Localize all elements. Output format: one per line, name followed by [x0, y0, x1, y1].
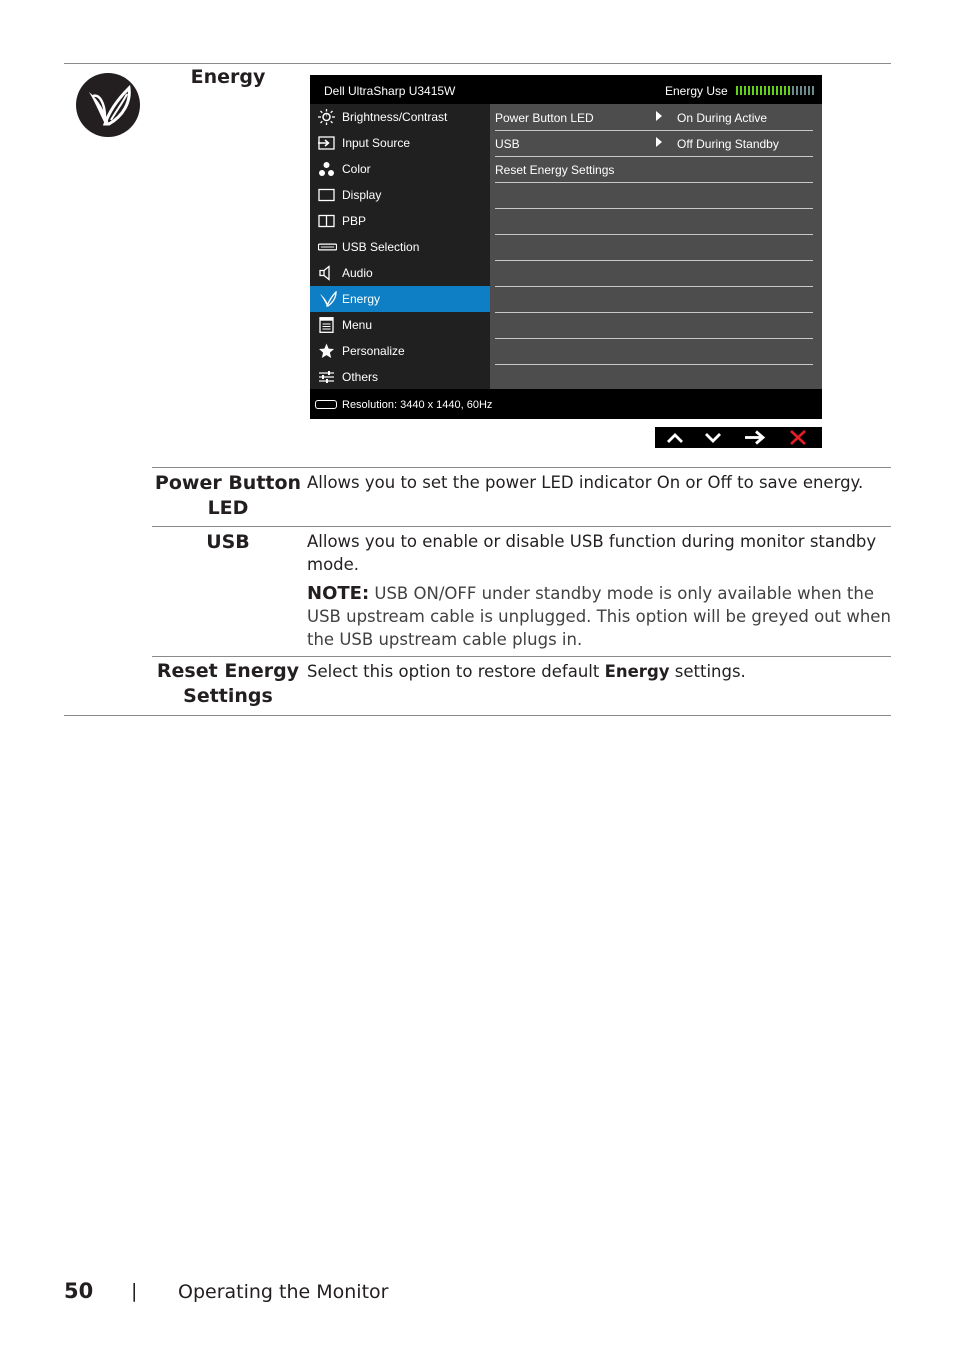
- osd-main-menu: [310, 104, 490, 389]
- menu-item-others[interactable]: [310, 364, 490, 390]
- menu-item-label: PBP: [342, 214, 367, 228]
- menu-item-usb-selection[interactable]: [310, 234, 490, 260]
- desc-usb: [307, 530, 891, 651]
- desc-reset-energy-settings: [307, 660, 891, 683]
- term-reset-energy-settings: Reset Energy Settings: [156, 660, 300, 707]
- osd-screen: [310, 75, 822, 419]
- submenu-empty-row: [495, 312, 813, 339]
- menu-icon: [318, 317, 335, 333]
- resolution-readout: Resolution: 3440 x 1440, 60Hz: [342, 399, 493, 411]
- menu-item-label: Personalize: [342, 344, 405, 358]
- leaf-icon: [75, 72, 141, 138]
- submenu-value: Off During Standby: [677, 137, 779, 151]
- star-icon: [318, 343, 335, 359]
- description-text: [307, 660, 891, 683]
- menu-item-color[interactable]: [310, 156, 490, 182]
- usb-icon: [318, 239, 337, 255]
- submenu-power-button-led[interactable]: [495, 104, 813, 131]
- menu-item-display[interactable]: [310, 182, 490, 208]
- up-icon[interactable]: [655, 427, 695, 448]
- menu-item-energy[interactable]: [310, 286, 490, 312]
- row-divider: [152, 656, 891, 657]
- arrow-right-icon: [656, 111, 662, 121]
- submenu-label: Power Button LED: [495, 111, 594, 125]
- menu-item-pbp[interactable]: [310, 208, 490, 234]
- menu-item-label: Color: [342, 162, 371, 176]
- submenu-usb[interactable]: [495, 130, 813, 157]
- desc-text-before: Select this option to restore default: [307, 662, 605, 681]
- color-icon: [318, 161, 335, 177]
- energy-use-label: Energy Use: [665, 84, 728, 98]
- description-text: Allows you to enable or disable USB function during monitor standby mode.: [307, 532, 877, 574]
- submenu-empty-row: [495, 286, 813, 313]
- menu-item-label: Others: [342, 370, 379, 384]
- description-text: Allows you to set the power LED indicator On or Off to save energy.: [307, 473, 864, 492]
- hdmi-icon: [315, 400, 337, 409]
- row-divider: [152, 467, 891, 468]
- submenu-empty-row: [495, 208, 813, 235]
- submenu-reset-energy-settings[interactable]: [495, 156, 813, 183]
- down-icon[interactable]: [693, 427, 733, 448]
- display-icon: [318, 187, 335, 203]
- energy-use-meter-remaining: [792, 86, 814, 95]
- term-power-button-led: Power Button LED: [154, 472, 302, 519]
- menu-item-label: Energy: [342, 292, 381, 306]
- menu-item-menu[interactable]: [310, 312, 490, 338]
- osd-submenu-panel: [490, 104, 822, 389]
- page-number: 50: [64, 1279, 94, 1303]
- menu-item-label: Input Source: [342, 136, 411, 150]
- footer-section-title: Operating the Monitor: [178, 1281, 389, 1303]
- submenu-value: On During Active: [677, 111, 768, 125]
- leaf-icon: [318, 291, 337, 307]
- pbp-icon: [318, 213, 335, 229]
- sliders-icon: [318, 369, 335, 385]
- exit-icon[interactable]: [777, 427, 817, 448]
- menu-item-label: Display: [342, 188, 382, 202]
- submenu-empty-row: [495, 182, 813, 209]
- note-label: NOTE:: [307, 583, 370, 604]
- row-divider: [152, 526, 891, 527]
- menu-item-audio[interactable]: [310, 260, 490, 286]
- menu-item-label: USB Selection: [342, 240, 420, 254]
- submenu-label: USB: [495, 137, 520, 151]
- submenu-label: Reset Energy Settings: [495, 163, 615, 177]
- input-source-icon: [318, 135, 335, 151]
- desc-text-after: settings.: [669, 662, 746, 681]
- speaker-icon: [318, 265, 335, 281]
- arrow-right-icon: [656, 137, 662, 147]
- term-usb: USB: [206, 531, 250, 553]
- submenu-empty-row: [495, 234, 813, 261]
- footer-separator: |: [131, 1280, 138, 1302]
- menu-item-brightness-contrast[interactable]: [310, 104, 490, 130]
- bottom-rule: [64, 715, 891, 716]
- brightness-icon: [318, 109, 335, 125]
- menu-item-label: Audio: [342, 266, 373, 280]
- submenu-empty-row: [495, 260, 813, 287]
- note-text: USB ON/OFF under standby mode is only available when the USB upstream cable is unplugged. This option will be greyed out when the USB upstream cable plugs in.: [307, 584, 891, 649]
- section-title: Energy: [190, 66, 266, 88]
- desc-power-button-led: [307, 471, 891, 494]
- note: [307, 582, 891, 651]
- osd-control-buttons: [655, 427, 822, 448]
- top-rule: [64, 63, 891, 64]
- submenu-empty-row: [495, 338, 813, 365]
- menu-item-personalize[interactable]: [310, 338, 490, 364]
- osd-footer: [310, 389, 822, 419]
- enter-icon[interactable]: [735, 427, 775, 448]
- desc-text-bold: Energy: [604, 662, 670, 681]
- menu-item-label: Brightness/Contrast: [342, 110, 448, 124]
- menu-item-input-source[interactable]: [310, 130, 490, 156]
- osd-model-name: Dell UltraSharp U3415W: [324, 84, 456, 98]
- osd-header: [310, 75, 822, 104]
- menu-item-label: Menu: [342, 318, 373, 332]
